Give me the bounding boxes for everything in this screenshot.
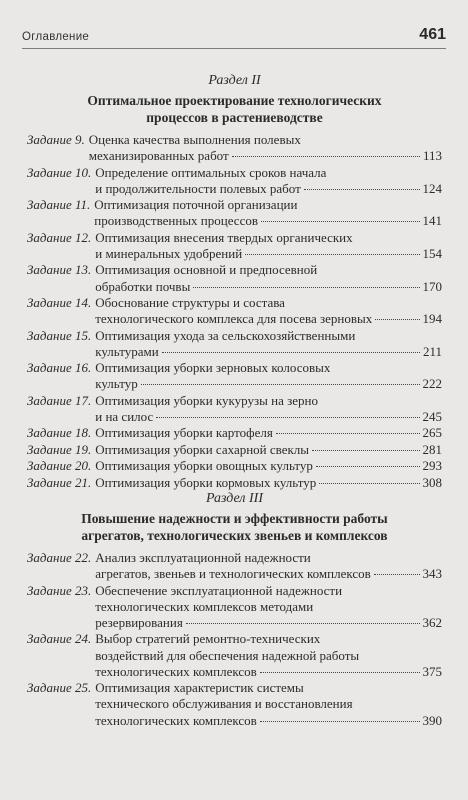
toc-entry-text: воздействий для обеспечения надежной работы [95, 647, 360, 663]
toc-entry-text: Выбор стратегий ремонтно-технических [95, 631, 321, 647]
toc-entry[interactable] [27, 197, 442, 229]
toc-entry-text: Оптимизация уборки кукурузы на зерно [95, 392, 318, 408]
toc-entry-body [91, 295, 442, 327]
toc-entry-number: Задание 22. [27, 550, 92, 565]
toc-entry-line [89, 148, 442, 164]
toc-entry-line [95, 599, 442, 615]
toc-entry-number: Задание 9. [27, 132, 85, 147]
toc-entry[interactable] [27, 458, 442, 474]
toc-entry[interactable] [27, 165, 442, 197]
toc-entry-line [95, 475, 442, 491]
toc-entry-line [95, 696, 442, 712]
toc-entry-body [91, 583, 442, 632]
toc-entry-page: 222 [422, 376, 442, 392]
toc-entry-text: Оптимизация поточной организации [94, 197, 298, 213]
dot-leader [193, 287, 419, 288]
toc-entry-text: культур [95, 376, 138, 392]
toc-entry-line [95, 262, 442, 278]
dot-leader [162, 352, 420, 353]
toc-entry-body [91, 442, 442, 458]
dot-leader [261, 221, 420, 222]
toc-entry-page: 281 [422, 441, 442, 457]
toc-entry-text: технологического комплекса для посева зерновых [95, 311, 373, 327]
toc-entry-text: Оптимизация основной и предпосевной [95, 262, 318, 278]
toc-entry-text: производственных процессов [94, 213, 258, 229]
toc-entry-line [95, 713, 442, 729]
toc-entry[interactable] [27, 631, 442, 680]
toc-entry-body [91, 550, 442, 582]
toc-entry-page: 265 [422, 425, 442, 441]
toc-entry-line [95, 615, 442, 631]
toc-entry-number: Задание 14. [27, 294, 92, 310]
toc-entry[interactable] [27, 132, 442, 164]
toc-entry-page: 141 [422, 213, 442, 229]
part-3-entries [27, 550, 442, 729]
toc-entry-text: агрегатов, звеньев и технологических комплексов [95, 566, 371, 582]
dot-leader [232, 156, 420, 157]
part-2-label: Раздел II [208, 73, 261, 88]
toc-entry-body [85, 132, 442, 164]
toc-entry-body [91, 631, 442, 680]
toc-entry-text: Оптимизация уборки зерновых колосовых [95, 360, 331, 376]
toc-entry-line [95, 442, 442, 458]
toc-entry-page: 154 [422, 245, 442, 261]
toc-entry-text: и на силос [95, 408, 154, 424]
toc-entry-body [91, 165, 442, 197]
dot-leader [319, 483, 419, 484]
toc-entry-text: и продолжительности полевых работ [95, 180, 301, 196]
toc-entry-text: и минеральных удобрений [95, 245, 243, 261]
toc-entry-text: культурами [95, 343, 159, 359]
toc-entry-text: Оптимизация уборки кормовых культур [95, 474, 317, 490]
part-3-label: Раздел III [205, 491, 263, 506]
toc-entry-body [91, 680, 442, 729]
part-2-title-line: Оптимальное проектирование технологических [87, 93, 382, 108]
toc-entry-body [91, 328, 442, 360]
toc-entry-line [95, 311, 442, 327]
toc-entry-line [95, 680, 442, 696]
toc-entry-body [91, 262, 442, 294]
dot-leader [374, 574, 420, 575]
toc-entry-page: 375 [422, 663, 442, 679]
toc-entry-number: Задание 21. [27, 474, 92, 490]
toc-entry-line [95, 279, 442, 295]
toc-entry-text: Анализ эксплуатационной надежности [95, 550, 311, 565]
toc-entry-text: технологических комплексов методами [95, 598, 314, 614]
part-2-title-line: процессов в растениеводстве [146, 110, 323, 125]
dot-leader [245, 254, 419, 255]
toc-entry-text: технологических комплексов [95, 663, 257, 679]
toc-entry-text: Оптимизация уборки овощных культур [95, 458, 313, 474]
toc-entry[interactable] [27, 550, 442, 582]
toc-entry-page: 362 [422, 615, 442, 630]
toc-entry-number: Задание 11. [27, 197, 91, 213]
part-3-title [27, 510, 442, 544]
toc-entry[interactable] [27, 393, 442, 425]
toc-entry-page: 211 [422, 343, 442, 359]
toc-entry-page: 343 [422, 566, 442, 582]
part-3-title-line: агрегатов, технологических звеньев и комплексов [81, 528, 388, 543]
toc-entry-number: Задание 24. [27, 631, 92, 647]
toc-entry-line [95, 295, 442, 311]
toc-entry-body [91, 360, 442, 392]
toc-entry-text: технологических комплексов [95, 712, 257, 728]
toc-entry[interactable] [27, 262, 442, 294]
toc-entry-text: Оптимизация внесения твердых органических [95, 229, 353, 245]
toc-entry-line [95, 648, 442, 664]
toc-entry-text: обработки почвы [95, 278, 191, 294]
toc-entry-line [95, 393, 442, 409]
toc-entry-page: 390 [422, 712, 442, 728]
toc-entry-text: Обеспечение эксплуатационной надежности [95, 582, 343, 598]
dot-leader [156, 417, 419, 418]
toc-entry-body [91, 393, 442, 425]
toc-entry[interactable] [27, 360, 442, 392]
toc-entry-number: Задание 20. [27, 458, 92, 474]
toc-entry-text: Оптимизация уборки картофеля [95, 425, 273, 441]
part-3 [27, 490, 442, 729]
header-page-number: 461 [419, 26, 446, 43]
part-2-entries [27, 132, 442, 491]
part-2 [27, 72, 442, 491]
toc-entry[interactable] [27, 425, 442, 441]
toc-entry-page: 293 [422, 458, 442, 474]
toc-entry-number: Задание 25. [27, 680, 92, 696]
toc-entry-line [95, 360, 442, 376]
toc-entry[interactable] [27, 230, 442, 262]
toc-entry-number: Задание 13. [27, 262, 92, 278]
toc-entry-line [95, 376, 442, 392]
dot-leader [276, 433, 420, 434]
toc-entry[interactable] [27, 442, 442, 458]
toc-entry-page: 113 [422, 148, 442, 164]
toc-entry-line [95, 550, 442, 566]
toc-entry-text: Оптимизация характеристик системы [95, 680, 304, 696]
dot-leader [141, 384, 420, 385]
toc-entry-text: резервирования [95, 615, 183, 630]
toc-entry-text: Оценка качества выполнения полевых [88, 132, 301, 147]
toc-entry[interactable] [27, 295, 442, 327]
toc-entry-line [95, 458, 442, 474]
toc-entry-number: Задание 18. [27, 425, 92, 441]
toc-entry-text: Определение оптимальных сроков начала [95, 164, 327, 180]
header-section-name: Оглавление [22, 31, 90, 43]
toc-entry-page: 194 [422, 311, 442, 327]
toc-entry-text: технического обслуживания и восстановления [95, 696, 353, 712]
toc-entry-page: 124 [422, 180, 442, 196]
toc-entry-line [95, 409, 442, 425]
dot-leader [186, 623, 420, 624]
toc-entry-line [95, 165, 442, 181]
toc-entry-line [95, 344, 442, 360]
toc-entry-number: Задание 15. [27, 327, 92, 343]
toc-entry-number: Задание 16. [27, 360, 92, 376]
toc-entry-line [95, 583, 442, 599]
dot-leader [375, 319, 419, 320]
toc-entry-text: механизированных работ [88, 148, 229, 164]
toc-entry[interactable] [27, 328, 442, 360]
toc-entry[interactable] [27, 475, 442, 491]
toc-entry-number: Задание 12. [27, 229, 92, 245]
toc-entry-number: Задание 17. [27, 392, 92, 408]
toc-entry-body [91, 475, 442, 491]
toc-entry-text: Обоснование структуры и состава [95, 294, 285, 310]
toc-entry-body [91, 458, 442, 474]
toc-entry-text: Оптимизация ухода за сельскохозяйственными [95, 327, 356, 343]
toc-entry-text: Оптимизация уборки сахарной свеклы [95, 441, 310, 457]
toc-entry-page: 245 [422, 408, 442, 424]
part-3-title-line: Повышение надежности и эффективности работы [81, 511, 388, 526]
toc-entry-body [91, 425, 442, 441]
toc-entry-line [95, 181, 442, 197]
dot-leader [260, 672, 420, 673]
dot-leader [312, 450, 419, 451]
toc-entry-body [90, 197, 442, 229]
toc-entry-body [91, 230, 442, 262]
toc-entry[interactable] [27, 680, 442, 729]
toc-entry-number: Задание 10. [27, 164, 92, 180]
toc-entry-line [95, 566, 442, 582]
part-2-title [27, 92, 442, 126]
toc-entry[interactable] [27, 583, 442, 632]
running-header [22, 26, 446, 49]
toc-entry-line [95, 328, 442, 344]
toc-entry-line [94, 197, 442, 213]
toc-entry-page: 170 [422, 278, 442, 294]
toc-entry-number: Задание 19. [27, 441, 92, 457]
toc-entry-line [95, 631, 442, 647]
toc-entry-line [89, 132, 442, 148]
toc-entry-line [95, 230, 442, 246]
toc-entry-number: Задание 23. [27, 582, 92, 598]
toc-entry-line [95, 664, 442, 680]
toc-entry-line [95, 246, 442, 262]
toc-entry-line [94, 213, 442, 229]
dot-leader [316, 466, 420, 467]
dot-leader [304, 189, 420, 190]
dot-leader [260, 721, 420, 722]
toc-entry-line [95, 425, 442, 441]
toc-entry-page: 308 [422, 474, 442, 490]
